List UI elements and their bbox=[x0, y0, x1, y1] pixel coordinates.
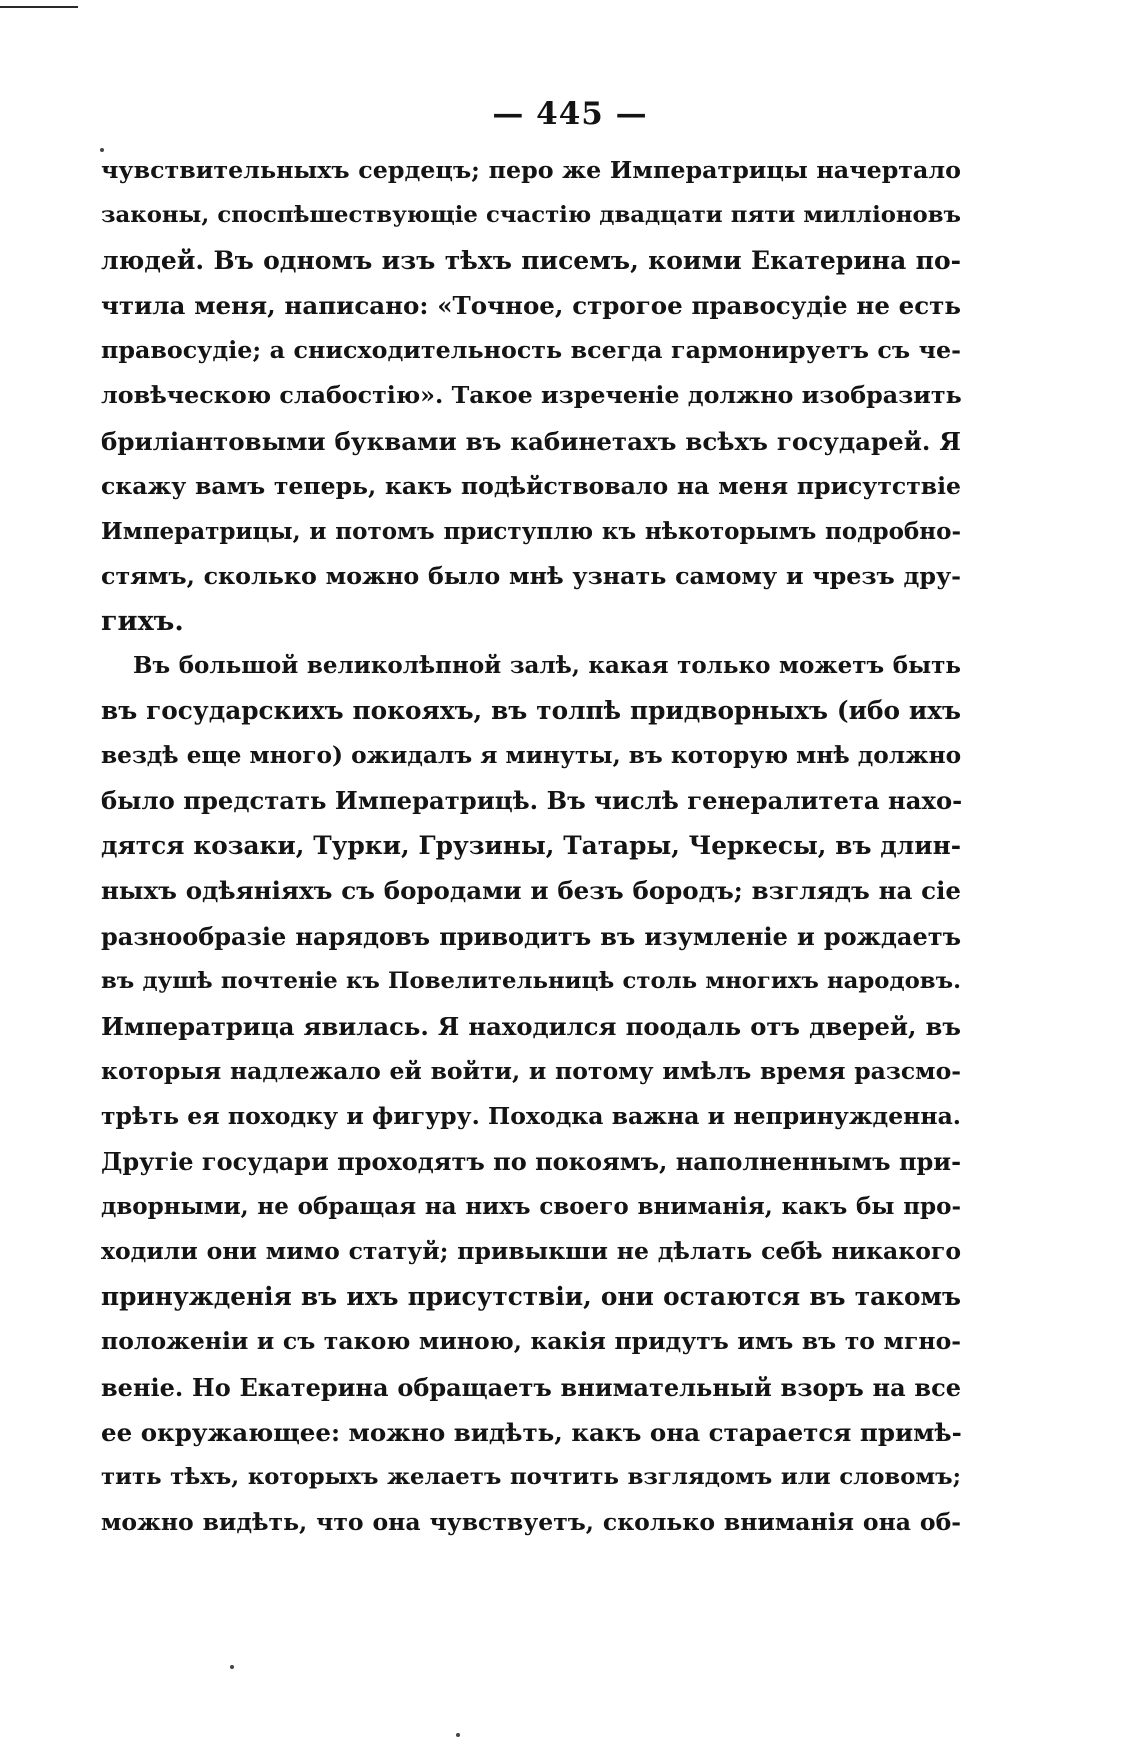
text-line: ныхъ одѣяніяхъ съ бородами и безъ бородъ; взглядъ на сіе bbox=[101, 876, 961, 906]
text-line: которыя надлежало ей войти, и потому имѣлъ время разсмо- bbox=[101, 1056, 961, 1085]
text-line: разнообразіе нарядовъ приводитъ въ изумленіе и рождаетъ bbox=[101, 921, 961, 951]
text-line: Въ большой великолѣпной залѣ, какая только можетъ быть bbox=[133, 652, 961, 679]
text-line: скажу вамъ теперь, какъ подѣйствовало на меня присутствіе bbox=[101, 471, 961, 500]
text-line: чувствительныхъ сердецъ; перо же Императрицы начертало bbox=[101, 156, 961, 184]
text-line: въ душѣ почтеніе къ Повелительницѣ столь многихъ народовъ. bbox=[101, 967, 961, 994]
top-edge-rule bbox=[0, 6, 78, 8]
page-number: — 445 — bbox=[492, 96, 648, 132]
text-line: правосудіе; а снисходительность всегда гармонируетъ съ че- bbox=[101, 336, 961, 365]
text-line: ее окружающее: можно видѣть, какъ она старается примѣ- bbox=[101, 1417, 962, 1447]
text-line: принужденія въ ихъ присутствіи, они остаются въ такомъ bbox=[101, 1282, 961, 1312]
text-line: законы, споспѣшествующіе счастію двадцати пяти милліоновъ bbox=[101, 202, 961, 229]
text-line: можно видѣть, что она чувствуетъ, сколько вниманія она об- bbox=[101, 1507, 961, 1536]
text-line: тить тѣхъ, которыхъ желаетъ почтить взглядомъ или словомъ; bbox=[101, 1463, 961, 1490]
paragraph-2 bbox=[101, 643, 961, 1545]
scan-speck bbox=[230, 1665, 234, 1669]
text-line: трѣть ея походку и фигуру. Походка важна и непринужденна. bbox=[101, 1101, 961, 1130]
text-line: Другіе государи проходятъ по покоямъ, наполненнымъ при- bbox=[101, 1147, 962, 1177]
text-line: дятся козаки, Турки, Грузины, Татары, Черкесы, въ длин- bbox=[101, 831, 961, 861]
text-line: гихъ. bbox=[101, 605, 184, 637]
text-line: ходили они мимо статуй; привыкши не дѣлать себѣ никакого bbox=[101, 1237, 961, 1266]
text-line: ловѣческою слабостію». Такое изреченіе должно изобразить bbox=[101, 381, 962, 410]
text-line: Императрица явилась. Я находился поодаль отъ дверей, въ bbox=[101, 1011, 961, 1041]
scan-speck bbox=[456, 1733, 460, 1737]
text-line: вездѣ еще много) ожидалъ я минуты, въ которую мнѣ должно bbox=[101, 742, 962, 770]
paragraph-1 bbox=[101, 148, 961, 644]
text-line: чтила меня, написано: «Точное, строгое правосудіе не есть bbox=[101, 291, 961, 321]
text-line: Императрицы, и потомъ приступлю къ нѣкоторымъ подробно- bbox=[101, 517, 961, 545]
text-line: стямъ, сколько можно было мнѣ узнать самому и чрезъ дру- bbox=[101, 561, 961, 590]
text-line: бриліантовыми буквами въ кабинетахъ всѣхъ государей. Я bbox=[101, 426, 961, 456]
text-line: людей. Въ одномъ изъ тѣхъ писемъ, коими Екатерина по- bbox=[101, 246, 961, 276]
text-line: положеніи и съ такою миною, какія придутъ имъ въ то мгно- bbox=[101, 1327, 961, 1356]
text-line: веніе. Но Екатерина обращаетъ внимательный взоръ на все bbox=[101, 1372, 961, 1402]
text-line: въ государскихъ покояхъ, въ толпѣ придворныхъ (ибо ихъ bbox=[101, 696, 961, 726]
text-line: дворными, не обращая на нихъ своего вниманія, какъ бы про- bbox=[101, 1193, 961, 1221]
scan-speck bbox=[100, 148, 104, 152]
text-line: было предстать Императрицѣ. Въ числѣ генералитета нахо- bbox=[101, 786, 963, 816]
